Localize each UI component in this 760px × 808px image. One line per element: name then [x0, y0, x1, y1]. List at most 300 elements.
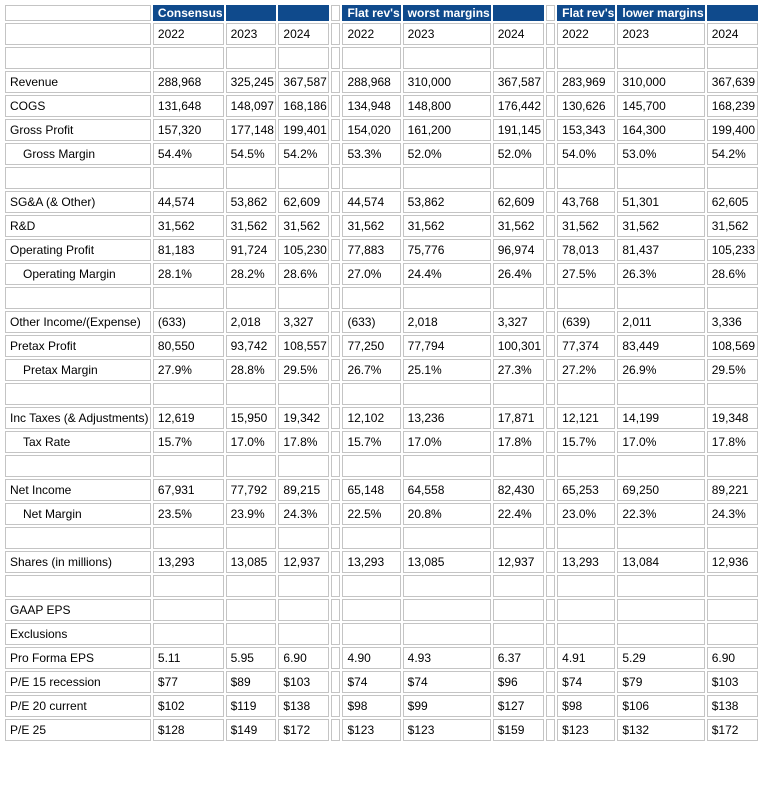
row-label: SG&A (& Other)	[5, 191, 151, 213]
blank-cell	[278, 527, 329, 549]
spacer-cell	[331, 95, 340, 117]
blank-row	[5, 167, 758, 189]
spacer-cell	[331, 119, 340, 141]
value-cell	[153, 599, 224, 621]
spacer-cell	[546, 575, 555, 597]
value-cell: 53.3%	[342, 143, 400, 165]
spacer-cell	[546, 95, 555, 117]
value-cell: $96	[493, 671, 544, 693]
spacer-cell	[331, 191, 340, 213]
blank-cell	[153, 287, 224, 309]
blank-cell	[278, 47, 329, 69]
year-cell: 2022	[153, 23, 224, 45]
row-label: Pro Forma EPS	[5, 647, 151, 669]
value-cell: $132	[617, 719, 704, 741]
value-cell	[342, 623, 400, 645]
blank-cell	[557, 383, 615, 405]
value-cell: 26.3%	[617, 263, 704, 285]
value-cell: 31,562	[493, 215, 544, 237]
group-header-cell	[493, 5, 544, 21]
row-label: Operating Margin	[5, 263, 151, 285]
value-cell: 75,776	[403, 239, 491, 261]
value-cell: 81,183	[153, 239, 224, 261]
value-cell	[278, 599, 329, 621]
value-cell: 168,186	[278, 95, 329, 117]
spacer-cell	[331, 47, 340, 69]
value-cell: 27.5%	[557, 263, 615, 285]
value-cell: 78,013	[557, 239, 615, 261]
row-label: Pretax Profit	[5, 335, 151, 357]
value-cell: $103	[278, 671, 329, 693]
blank-cell	[278, 167, 329, 189]
value-cell: 4.90	[342, 647, 400, 669]
value-cell: 62,609	[493, 191, 544, 213]
value-cell: 54.2%	[707, 143, 758, 165]
blank-cell	[342, 287, 400, 309]
blank-cell	[278, 575, 329, 597]
value-cell: 93,742	[226, 335, 277, 357]
blank-cell	[557, 287, 615, 309]
value-cell: 25.1%	[403, 359, 491, 381]
table-row	[5, 311, 758, 333]
row-label: Tax Rate	[5, 431, 151, 453]
spacer-cell	[546, 23, 555, 45]
value-cell: 26.7%	[342, 359, 400, 381]
value-cell: 52.0%	[493, 143, 544, 165]
blank-cell	[617, 383, 704, 405]
group-header-cell	[707, 5, 758, 21]
value-cell: 24.3%	[707, 503, 758, 525]
row-label: GAAP EPS	[5, 599, 151, 621]
value-cell: 6.90	[707, 647, 758, 669]
value-cell: 91,724	[226, 239, 277, 261]
blank-cell	[403, 287, 491, 309]
value-cell: 13,293	[342, 551, 400, 573]
value-cell: 26.4%	[493, 263, 544, 285]
blank-cell	[617, 455, 704, 477]
value-cell: 15,950	[226, 407, 277, 429]
value-cell: 54.0%	[557, 143, 615, 165]
value-cell	[493, 623, 544, 645]
value-cell: 191,145	[493, 119, 544, 141]
blank-cell	[403, 527, 491, 549]
blank-cell	[226, 167, 277, 189]
value-cell: 27.3%	[493, 359, 544, 381]
value-cell: (639)	[557, 311, 615, 333]
spacer-cell	[331, 23, 340, 45]
value-cell: $106	[617, 695, 704, 717]
value-cell: 2,018	[226, 311, 277, 333]
value-cell: $172	[278, 719, 329, 741]
table-row	[5, 191, 758, 213]
value-cell: $128	[153, 719, 224, 741]
table-row	[5, 71, 758, 93]
blank-cell	[493, 527, 544, 549]
value-cell: 12,121	[557, 407, 615, 429]
spacer-cell	[546, 647, 555, 669]
blank-cell	[617, 167, 704, 189]
blank-cell	[557, 527, 615, 549]
table-row	[5, 479, 758, 501]
spacer-cell	[546, 47, 555, 69]
spacer-cell	[331, 431, 340, 453]
row-label: Inc Taxes (& Adjustments)	[5, 407, 151, 429]
value-cell: $123	[403, 719, 491, 741]
value-cell: 14,199	[617, 407, 704, 429]
value-cell: 3,327	[278, 311, 329, 333]
value-cell: 31,562	[278, 215, 329, 237]
table-row	[5, 239, 758, 261]
blank-cell	[153, 455, 224, 477]
spacer-cell	[546, 215, 555, 237]
value-cell: 27.9%	[153, 359, 224, 381]
value-cell: 54.2%	[278, 143, 329, 165]
blank-cell	[617, 575, 704, 597]
blank-cell	[493, 167, 544, 189]
blank-row	[5, 383, 758, 405]
value-cell: 13,085	[226, 551, 277, 573]
table-row	[5, 551, 758, 573]
spacer-cell	[331, 719, 340, 741]
value-cell: 19,342	[278, 407, 329, 429]
value-cell: $138	[278, 695, 329, 717]
blank-cell	[153, 47, 224, 69]
table-row	[5, 263, 758, 285]
table-row	[5, 335, 758, 357]
blank-cell	[707, 527, 758, 549]
value-cell: 53,862	[226, 191, 277, 213]
value-cell: 31,562	[153, 215, 224, 237]
blank-cell	[403, 167, 491, 189]
value-cell: 17.0%	[226, 431, 277, 453]
row-label: Net Income	[5, 479, 151, 501]
value-cell: 154,020	[342, 119, 400, 141]
spacer-cell	[546, 599, 555, 621]
year-cell: 2023	[403, 23, 491, 45]
row-label: P/E 25	[5, 719, 151, 741]
table-row	[5, 719, 758, 741]
value-cell: 27.0%	[342, 263, 400, 285]
value-cell: 62,609	[278, 191, 329, 213]
spacer-cell	[546, 263, 555, 285]
blank-cell	[493, 287, 544, 309]
value-cell: 89,215	[278, 479, 329, 501]
spacer-cell	[546, 455, 555, 477]
spacer-cell	[331, 167, 340, 189]
value-cell: 17.0%	[617, 431, 704, 453]
value-cell: 199,400	[707, 119, 758, 141]
blank-cell	[153, 167, 224, 189]
spacer-cell	[546, 287, 555, 309]
value-cell: 17.8%	[278, 431, 329, 453]
value-cell: 52.0%	[403, 143, 491, 165]
row-label: Gross Profit	[5, 119, 151, 141]
spacer-cell	[546, 407, 555, 429]
blank-cell	[707, 575, 758, 597]
spacer-cell	[331, 527, 340, 549]
blank-row	[5, 527, 758, 549]
value-cell: 17,871	[493, 407, 544, 429]
blank-cell	[5, 383, 151, 405]
blank-cell	[493, 383, 544, 405]
value-cell: 288,968	[342, 71, 400, 93]
value-cell: $123	[342, 719, 400, 741]
blank-cell	[278, 383, 329, 405]
year-cell: 2022	[557, 23, 615, 45]
blank-cell	[153, 575, 224, 597]
value-cell: 5.95	[226, 647, 277, 669]
value-cell: 199,401	[278, 119, 329, 141]
value-cell: 108,557	[278, 335, 329, 357]
blank-cell	[493, 455, 544, 477]
spacer-cell	[546, 191, 555, 213]
blank-cell	[226, 47, 277, 69]
blank-cell	[342, 167, 400, 189]
row-label: Exclusions	[5, 623, 151, 645]
value-cell: 77,794	[403, 335, 491, 357]
value-cell: 31,562	[342, 215, 400, 237]
value-cell: 108,569	[707, 335, 758, 357]
blank-cell	[557, 167, 615, 189]
spacer-cell	[331, 239, 340, 261]
value-cell: 12,936	[707, 551, 758, 573]
value-cell: 28.1%	[153, 263, 224, 285]
value-cell: 12,937	[278, 551, 329, 573]
year-cell: 2024	[707, 23, 758, 45]
value-cell: 24.3%	[278, 503, 329, 525]
spacer-cell	[546, 695, 555, 717]
blank-cell	[493, 47, 544, 69]
spacer-cell	[331, 383, 340, 405]
value-cell: 27.2%	[557, 359, 615, 381]
year-header-row	[5, 23, 758, 45]
blank-cell	[342, 455, 400, 477]
row-label: P/E 20 current	[5, 695, 151, 717]
value-cell: 6.37	[493, 647, 544, 669]
value-cell: 105,230	[278, 239, 329, 261]
value-cell: 131,648	[153, 95, 224, 117]
value-cell: 12,619	[153, 407, 224, 429]
value-cell: 15.7%	[342, 431, 400, 453]
value-cell: 13,293	[557, 551, 615, 573]
value-cell	[707, 623, 758, 645]
value-cell: 24.4%	[403, 263, 491, 285]
value-cell: 65,148	[342, 479, 400, 501]
value-cell: 310,000	[617, 71, 704, 93]
value-cell: 17.8%	[493, 431, 544, 453]
blank-cell	[5, 455, 151, 477]
value-cell: 288,968	[153, 71, 224, 93]
value-cell: 2,011	[617, 311, 704, 333]
blank-cell	[707, 167, 758, 189]
value-cell: 367,587	[278, 71, 329, 93]
value-cell: 89,221	[707, 479, 758, 501]
blank-cell	[707, 287, 758, 309]
table-row	[5, 623, 758, 645]
value-cell: 22.5%	[342, 503, 400, 525]
value-cell: 2,018	[403, 311, 491, 333]
value-cell	[278, 623, 329, 645]
value-cell: 283,969	[557, 71, 615, 93]
value-cell: 130,626	[557, 95, 615, 117]
spacer-cell	[331, 695, 340, 717]
value-cell: 28.6%	[278, 263, 329, 285]
blank-cell	[617, 287, 704, 309]
row-label: R&D	[5, 215, 151, 237]
blank-cell	[342, 527, 400, 549]
value-cell: 43,768	[557, 191, 615, 213]
value-cell	[617, 623, 704, 645]
value-cell: 54.5%	[226, 143, 277, 165]
value-cell: 161,200	[403, 119, 491, 141]
spacer-cell	[331, 215, 340, 237]
value-cell: 168,239	[707, 95, 758, 117]
value-cell: 64,558	[403, 479, 491, 501]
value-cell: 28.2%	[226, 263, 277, 285]
spacer-cell	[546, 623, 555, 645]
value-cell: 13,293	[153, 551, 224, 573]
spacer-cell	[331, 623, 340, 645]
value-cell: 310,000	[403, 71, 491, 93]
blank-cell	[5, 575, 151, 597]
spacer-cell	[331, 671, 340, 693]
value-cell: 96,974	[493, 239, 544, 261]
corner-cell	[5, 5, 151, 21]
blank-cell	[557, 47, 615, 69]
table-row	[5, 215, 758, 237]
value-cell: 157,320	[153, 119, 224, 141]
value-cell: 5.29	[617, 647, 704, 669]
blank-cell	[617, 47, 704, 69]
blank-cell	[403, 575, 491, 597]
spacer-cell	[331, 5, 340, 21]
value-cell: 69,250	[617, 479, 704, 501]
value-cell: $138	[707, 695, 758, 717]
row-label: Gross Margin	[5, 143, 151, 165]
value-cell: 12,937	[493, 551, 544, 573]
blank-cell	[5, 167, 151, 189]
blank-row	[5, 47, 758, 69]
value-cell: 51,301	[617, 191, 704, 213]
spacer-cell	[546, 239, 555, 261]
value-cell: 145,700	[617, 95, 704, 117]
value-cell: $74	[342, 671, 400, 693]
blank-cell	[226, 455, 277, 477]
blank-cell	[707, 383, 758, 405]
spacer-cell	[546, 119, 555, 141]
value-cell: 26.9%	[617, 359, 704, 381]
spacer-cell	[546, 311, 555, 333]
value-cell: 83,449	[617, 335, 704, 357]
table-row	[5, 143, 758, 165]
spacer-cell	[331, 407, 340, 429]
spacer-cell	[331, 455, 340, 477]
value-cell: $98	[557, 695, 615, 717]
value-cell	[557, 599, 615, 621]
group-header-cell: worst margins	[403, 5, 491, 21]
blank-row	[5, 455, 758, 477]
value-cell: 164,300	[617, 119, 704, 141]
blank-cell	[5, 47, 151, 69]
value-cell: $127	[493, 695, 544, 717]
year-cell: 2023	[617, 23, 704, 45]
table-row	[5, 359, 758, 381]
spacer-cell	[331, 335, 340, 357]
value-cell: 177,148	[226, 119, 277, 141]
spacer-cell	[546, 527, 555, 549]
year-cell: 2024	[493, 23, 544, 45]
value-cell: $149	[226, 719, 277, 741]
spacer-cell	[546, 359, 555, 381]
value-cell	[226, 599, 277, 621]
value-cell	[153, 623, 224, 645]
spacer-cell	[546, 719, 555, 741]
year-cell: 2023	[226, 23, 277, 45]
table-row	[5, 119, 758, 141]
spacer-cell	[546, 671, 555, 693]
spacer-cell	[331, 575, 340, 597]
value-cell	[557, 623, 615, 645]
value-cell: $74	[403, 671, 491, 693]
value-cell: 29.5%	[707, 359, 758, 381]
value-cell: $102	[153, 695, 224, 717]
value-cell: 44,574	[342, 191, 400, 213]
value-cell: 13,085	[403, 551, 491, 573]
row-label: Operating Profit	[5, 239, 151, 261]
table-row	[5, 695, 758, 717]
value-cell: 65,253	[557, 479, 615, 501]
value-cell: 53,862	[403, 191, 491, 213]
blank-cell	[557, 455, 615, 477]
value-cell: 23.0%	[557, 503, 615, 525]
blank-cell	[153, 527, 224, 549]
value-cell: 22.3%	[617, 503, 704, 525]
blank-cell	[493, 575, 544, 597]
spacer-cell	[331, 71, 340, 93]
spacer-cell	[546, 431, 555, 453]
value-cell: 367,587	[493, 71, 544, 93]
value-cell	[403, 599, 491, 621]
value-cell: 325,245	[226, 71, 277, 93]
spacer-cell	[546, 167, 555, 189]
spacer-cell	[331, 311, 340, 333]
value-cell: 31,562	[557, 215, 615, 237]
value-cell: 23.5%	[153, 503, 224, 525]
value-cell	[707, 599, 758, 621]
table-row	[5, 407, 758, 429]
spacer-cell	[331, 647, 340, 669]
row-label: Shares (in millions)	[5, 551, 151, 573]
blank-cell	[403, 383, 491, 405]
value-cell: 31,562	[707, 215, 758, 237]
spacer-cell	[331, 287, 340, 309]
value-cell: 77,374	[557, 335, 615, 357]
value-cell: 44,574	[153, 191, 224, 213]
spacer-cell	[546, 551, 555, 573]
group-header-cell	[226, 5, 277, 21]
blank-cell	[342, 575, 400, 597]
value-cell: 134,948	[342, 95, 400, 117]
income-statement-table	[3, 3, 760, 743]
value-cell: 4.91	[557, 647, 615, 669]
value-cell: 77,883	[342, 239, 400, 261]
value-cell: 28.8%	[226, 359, 277, 381]
value-cell: $123	[557, 719, 615, 741]
group-header-cell: Flat rev's	[557, 5, 615, 21]
group-header-cell: lower margins	[617, 5, 704, 21]
value-cell: (633)	[153, 311, 224, 333]
value-cell: 4.93	[403, 647, 491, 669]
